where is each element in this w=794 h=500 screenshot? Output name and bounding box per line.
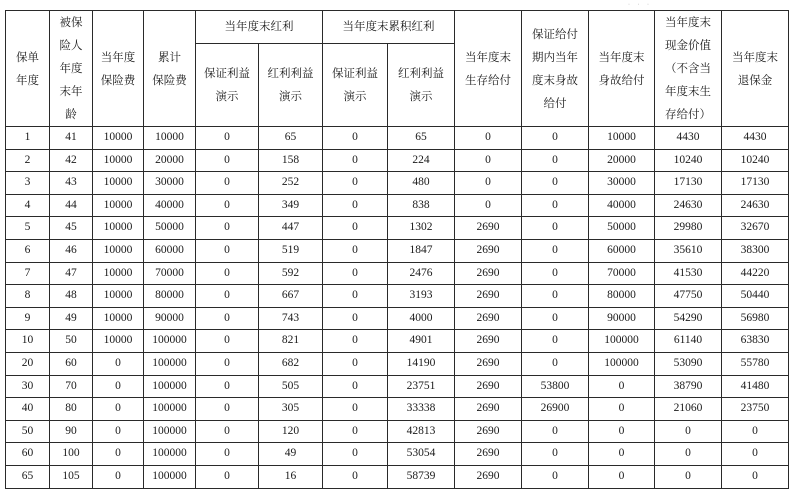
cell-death-benefit: 40000 bbox=[589, 194, 655, 217]
cell-cash-value: 47750 bbox=[655, 285, 722, 308]
cell-survival-benefit: 2690 bbox=[455, 443, 522, 466]
cell-bonus-benefit: 120 bbox=[259, 420, 323, 443]
table-header bbox=[6, 11, 789, 127]
cell-guaranteed-period-death-benefit: 0 bbox=[522, 172, 589, 195]
cell-survival-benefit: 0 bbox=[455, 172, 522, 195]
cell-annual-premium: 10000 bbox=[93, 149, 144, 172]
cell-cum-guaranteed-benefit: 0 bbox=[323, 262, 388, 285]
cell-guaranteed-benefit: 0 bbox=[196, 262, 259, 285]
cell-policy-year: 4 bbox=[6, 194, 50, 217]
cell-surrender-value: 17130 bbox=[722, 172, 789, 195]
cell-cum-bonus-benefit: 480 bbox=[388, 172, 455, 195]
table-row bbox=[6, 149, 789, 172]
cell-cash-value: 0 bbox=[655, 465, 722, 488]
cell-bonus-benefit: 592 bbox=[259, 262, 323, 285]
cell-policy-year: 7 bbox=[6, 262, 50, 285]
cell-annual-premium: 10000 bbox=[93, 217, 144, 240]
cell-cash-value: 4430 bbox=[655, 127, 722, 150]
header-annual-premium: 当年度 保险费 bbox=[93, 11, 144, 127]
cell-cum-bonus-benefit: 4901 bbox=[388, 330, 455, 353]
cell-policy-year: 40 bbox=[6, 398, 50, 421]
table-row bbox=[6, 443, 789, 466]
cell-death-benefit: 50000 bbox=[589, 217, 655, 240]
cell-surrender-value: 0 bbox=[722, 465, 789, 488]
cell-guaranteed-benefit: 0 bbox=[196, 330, 259, 353]
scan-artifact-dots: · · · bbox=[628, 2, 652, 8]
cell-death-benefit: 0 bbox=[589, 465, 655, 488]
cell-annual-premium: 0 bbox=[93, 375, 144, 398]
table-row bbox=[6, 307, 789, 330]
cell-guaranteed-benefit: 0 bbox=[196, 172, 259, 195]
header-cum-guaranteed-benefit-demo: 保证利益 演示 bbox=[323, 43, 388, 126]
cell-policy-year: 2 bbox=[6, 149, 50, 172]
cell-surrender-value: 41480 bbox=[722, 375, 789, 398]
table-row bbox=[6, 398, 789, 421]
cell-cum-guaranteed-benefit: 0 bbox=[323, 172, 388, 195]
cell-cash-value: 35610 bbox=[655, 239, 722, 262]
cell-annual-premium: 10000 bbox=[93, 262, 144, 285]
header-annual-bonus-group: 当年度末红利 bbox=[196, 11, 323, 44]
cell-surrender-value: 4430 bbox=[722, 127, 789, 150]
cell-bonus-benefit: 252 bbox=[259, 172, 323, 195]
cell-guaranteed-period-death-benefit: 0 bbox=[522, 149, 589, 172]
cell-guaranteed-benefit: 0 bbox=[196, 239, 259, 262]
cell-cum-guaranteed-benefit: 0 bbox=[323, 443, 388, 466]
cell-cum-guaranteed-benefit: 0 bbox=[323, 217, 388, 240]
table-row bbox=[6, 127, 789, 150]
cell-guaranteed-benefit: 0 bbox=[196, 352, 259, 375]
cell-insured-age: 42 bbox=[50, 149, 93, 172]
cell-cash-value: 53090 bbox=[655, 352, 722, 375]
cell-surrender-value: 56980 bbox=[722, 307, 789, 330]
cell-annual-premium: 10000 bbox=[93, 307, 144, 330]
cell-insured-age: 70 bbox=[50, 375, 93, 398]
table-row bbox=[6, 330, 789, 353]
cell-cum-bonus-benefit: 42813 bbox=[388, 420, 455, 443]
cell-bonus-benefit: 519 bbox=[259, 239, 323, 262]
cell-survival-benefit: 0 bbox=[455, 127, 522, 150]
cell-guaranteed-benefit: 0 bbox=[196, 398, 259, 421]
cell-cum-guaranteed-benefit: 0 bbox=[323, 420, 388, 443]
cell-annual-premium: 10000 bbox=[93, 330, 144, 353]
cell-guaranteed-benefit: 0 bbox=[196, 127, 259, 150]
cell-bonus-benefit: 743 bbox=[259, 307, 323, 330]
header-policy-year: 保单 年度 bbox=[6, 11, 50, 127]
cell-policy-year: 1 bbox=[6, 127, 50, 150]
cell-guaranteed-benefit: 0 bbox=[196, 149, 259, 172]
cell-bonus-benefit: 505 bbox=[259, 375, 323, 398]
cell-surrender-value: 23750 bbox=[722, 398, 789, 421]
cell-guaranteed-period-death-benefit: 0 bbox=[522, 127, 589, 150]
cell-cum-bonus-benefit: 23751 bbox=[388, 375, 455, 398]
cell-cumulative-premium: 10000 bbox=[144, 127, 196, 150]
cell-guaranteed-benefit: 0 bbox=[196, 465, 259, 488]
table-row bbox=[6, 194, 789, 217]
cell-death-benefit: 0 bbox=[589, 375, 655, 398]
cell-survival-benefit: 2690 bbox=[455, 330, 522, 353]
table-row bbox=[6, 285, 789, 308]
cell-bonus-benefit: 158 bbox=[259, 149, 323, 172]
cell-annual-premium: 10000 bbox=[93, 239, 144, 262]
cell-cumulative-premium: 50000 bbox=[144, 217, 196, 240]
cell-cum-guaranteed-benefit: 0 bbox=[323, 149, 388, 172]
cell-guaranteed-period-death-benefit: 0 bbox=[522, 285, 589, 308]
benefit-illustration-table bbox=[5, 10, 789, 489]
cell-insured-age: 44 bbox=[50, 194, 93, 217]
cell-annual-premium: 0 bbox=[93, 352, 144, 375]
cell-cum-guaranteed-benefit: 0 bbox=[323, 375, 388, 398]
cell-surrender-value: 0 bbox=[722, 443, 789, 466]
cell-death-benefit: 10000 bbox=[589, 127, 655, 150]
cell-guaranteed-period-death-benefit: 0 bbox=[522, 194, 589, 217]
cell-surrender-value: 10240 bbox=[722, 149, 789, 172]
cell-cumulative-premium: 100000 bbox=[144, 398, 196, 421]
cell-insured-age: 47 bbox=[50, 262, 93, 285]
cell-insured-age: 46 bbox=[50, 239, 93, 262]
cell-annual-premium: 0 bbox=[93, 398, 144, 421]
cell-surrender-value: 0 bbox=[722, 420, 789, 443]
cell-cum-bonus-benefit: 1302 bbox=[388, 217, 455, 240]
cell-annual-premium: 10000 bbox=[93, 285, 144, 308]
cell-cum-guaranteed-benefit: 0 bbox=[323, 285, 388, 308]
cell-surrender-value: 55780 bbox=[722, 352, 789, 375]
cell-death-benefit: 70000 bbox=[589, 262, 655, 285]
cell-guaranteed-benefit: 0 bbox=[196, 443, 259, 466]
table-row bbox=[6, 217, 789, 240]
cell-cum-bonus-benefit: 4000 bbox=[388, 307, 455, 330]
cell-death-benefit: 30000 bbox=[589, 172, 655, 195]
header-bonus-benefit-demo: 红利利益 演示 bbox=[259, 43, 323, 126]
cell-cumulative-premium: 40000 bbox=[144, 194, 196, 217]
cell-insured-age: 80 bbox=[50, 398, 93, 421]
cell-insured-age: 90 bbox=[50, 420, 93, 443]
cell-survival-benefit: 2690 bbox=[455, 465, 522, 488]
cell-bonus-benefit: 447 bbox=[259, 217, 323, 240]
cell-guaranteed-benefit: 0 bbox=[196, 420, 259, 443]
cell-cum-bonus-benefit: 224 bbox=[388, 149, 455, 172]
cell-death-benefit: 20000 bbox=[589, 149, 655, 172]
cell-cumulative-premium: 100000 bbox=[144, 420, 196, 443]
table-row bbox=[6, 465, 789, 488]
cell-cum-bonus-benefit: 65 bbox=[388, 127, 455, 150]
cell-guaranteed-period-death-benefit: 0 bbox=[522, 307, 589, 330]
cell-death-benefit: 90000 bbox=[589, 307, 655, 330]
cell-survival-benefit: 0 bbox=[455, 194, 522, 217]
cell-surrender-value: 63830 bbox=[722, 330, 789, 353]
cell-cash-value: 0 bbox=[655, 420, 722, 443]
cell-bonus-benefit: 16 bbox=[259, 465, 323, 488]
table-row bbox=[6, 239, 789, 262]
cell-bonus-benefit: 667 bbox=[259, 285, 323, 308]
cell-cum-bonus-benefit: 33338 bbox=[388, 398, 455, 421]
cell-survival-benefit: 2690 bbox=[455, 307, 522, 330]
cell-guaranteed-period-death-benefit: 0 bbox=[522, 420, 589, 443]
cell-death-benefit: 100000 bbox=[589, 352, 655, 375]
cell-annual-premium: 10000 bbox=[93, 194, 144, 217]
header-guaranteed-benefit-demo: 保证利益 演示 bbox=[196, 43, 259, 126]
cell-survival-benefit: 2690 bbox=[455, 420, 522, 443]
cell-cumulative-premium: 90000 bbox=[144, 307, 196, 330]
cell-insured-age: 43 bbox=[50, 172, 93, 195]
cell-cum-bonus-benefit: 2476 bbox=[388, 262, 455, 285]
table-row bbox=[6, 375, 789, 398]
cell-death-benefit: 60000 bbox=[589, 239, 655, 262]
table-body bbox=[6, 127, 789, 489]
cell-death-benefit: 0 bbox=[589, 420, 655, 443]
cell-cum-guaranteed-benefit: 0 bbox=[323, 330, 388, 353]
cell-cash-value: 54290 bbox=[655, 307, 722, 330]
cell-survival-benefit: 2690 bbox=[455, 375, 522, 398]
cell-guaranteed-period-death-benefit: 26900 bbox=[522, 398, 589, 421]
cell-policy-year: 6 bbox=[6, 239, 50, 262]
cell-survival-benefit: 2690 bbox=[455, 262, 522, 285]
cell-insured-age: 49 bbox=[50, 307, 93, 330]
cell-policy-year: 5 bbox=[6, 217, 50, 240]
cell-policy-year: 65 bbox=[6, 465, 50, 488]
cell-cumulative-premium: 30000 bbox=[144, 172, 196, 195]
cell-policy-year: 60 bbox=[6, 443, 50, 466]
cell-annual-premium: 10000 bbox=[93, 127, 144, 150]
cell-annual-premium: 0 bbox=[93, 465, 144, 488]
header-cash-value: 当年度末 现金价值 （不含当 年度末生 存给付） bbox=[655, 11, 722, 127]
cell-survival-benefit: 2690 bbox=[455, 239, 522, 262]
cell-cash-value: 38790 bbox=[655, 375, 722, 398]
cell-guaranteed-period-death-benefit: 0 bbox=[522, 239, 589, 262]
cell-guaranteed-period-death-benefit: 0 bbox=[522, 262, 589, 285]
cell-survival-benefit: 2690 bbox=[455, 285, 522, 308]
cell-guaranteed-period-death-benefit: 53800 bbox=[522, 375, 589, 398]
cell-cash-value: 61140 bbox=[655, 330, 722, 353]
cell-cumulative-premium: 60000 bbox=[144, 239, 196, 262]
cell-bonus-benefit: 349 bbox=[259, 194, 323, 217]
cell-insured-age: 48 bbox=[50, 285, 93, 308]
cell-policy-year: 10 bbox=[6, 330, 50, 353]
cell-insured-age: 60 bbox=[50, 352, 93, 375]
cell-death-benefit: 0 bbox=[589, 443, 655, 466]
cell-cash-value: 17130 bbox=[655, 172, 722, 195]
cell-insured-age: 105 bbox=[50, 465, 93, 488]
cell-bonus-benefit: 49 bbox=[259, 443, 323, 466]
header-cum-bonus-benefit-demo: 红利利益 演示 bbox=[388, 43, 455, 126]
table-row bbox=[6, 262, 789, 285]
cell-surrender-value: 44220 bbox=[722, 262, 789, 285]
cell-cum-bonus-benefit: 838 bbox=[388, 194, 455, 217]
cell-surrender-value: 32670 bbox=[722, 217, 789, 240]
cell-cumulative-premium: 100000 bbox=[144, 330, 196, 353]
cell-policy-year: 9 bbox=[6, 307, 50, 330]
cell-bonus-benefit: 682 bbox=[259, 352, 323, 375]
cell-cash-value: 10240 bbox=[655, 149, 722, 172]
cell-guaranteed-benefit: 0 bbox=[196, 307, 259, 330]
cell-survival-benefit: 2690 bbox=[455, 217, 522, 240]
cell-cumulative-premium: 70000 bbox=[144, 262, 196, 285]
header-death-benefit: 当年度末 身故给付 bbox=[589, 11, 655, 127]
header-cumulative-bonus-group: 当年度末累积红利 bbox=[323, 11, 455, 44]
cell-cum-guaranteed-benefit: 0 bbox=[323, 398, 388, 421]
cell-survival-benefit: 2690 bbox=[455, 398, 522, 421]
cell-cumulative-premium: 100000 bbox=[144, 352, 196, 375]
cell-death-benefit: 0 bbox=[589, 398, 655, 421]
cell-insured-age: 45 bbox=[50, 217, 93, 240]
cell-cumulative-premium: 100000 bbox=[144, 443, 196, 466]
cell-guaranteed-benefit: 0 bbox=[196, 375, 259, 398]
cell-cum-bonus-benefit: 58739 bbox=[388, 465, 455, 488]
cell-surrender-value: 38300 bbox=[722, 239, 789, 262]
table-row bbox=[6, 352, 789, 375]
cell-annual-premium: 10000 bbox=[93, 172, 144, 195]
cell-guaranteed-period-death-benefit: 0 bbox=[522, 330, 589, 353]
cell-death-benefit: 100000 bbox=[589, 330, 655, 353]
cell-guaranteed-period-death-benefit: 0 bbox=[522, 217, 589, 240]
cell-cum-guaranteed-benefit: 0 bbox=[323, 239, 388, 262]
cell-cash-value: 41530 bbox=[655, 262, 722, 285]
cell-annual-premium: 0 bbox=[93, 443, 144, 466]
cell-policy-year: 3 bbox=[6, 172, 50, 195]
cell-guaranteed-period-death-benefit: 0 bbox=[522, 465, 589, 488]
cell-cash-value: 21060 bbox=[655, 398, 722, 421]
cell-cum-guaranteed-benefit: 0 bbox=[323, 307, 388, 330]
cell-cumulative-premium: 80000 bbox=[144, 285, 196, 308]
cell-cum-guaranteed-benefit: 0 bbox=[323, 465, 388, 488]
cell-cumulative-premium: 20000 bbox=[144, 149, 196, 172]
cell-policy-year: 30 bbox=[6, 375, 50, 398]
cell-cum-guaranteed-benefit: 0 bbox=[323, 194, 388, 217]
cell-surrender-value: 50440 bbox=[722, 285, 789, 308]
cell-policy-year: 8 bbox=[6, 285, 50, 308]
cell-survival-benefit: 2690 bbox=[455, 352, 522, 375]
table-row bbox=[6, 172, 789, 195]
cell-guaranteed-period-death-benefit: 0 bbox=[522, 443, 589, 466]
cell-guaranteed-benefit: 0 bbox=[196, 285, 259, 308]
cell-guaranteed-benefit: 0 bbox=[196, 194, 259, 217]
cell-annual-premium: 0 bbox=[93, 420, 144, 443]
cell-surrender-value: 24630 bbox=[722, 194, 789, 217]
cell-bonus-benefit: 65 bbox=[259, 127, 323, 150]
header-cumulative-premium: 累计 保险费 bbox=[144, 11, 196, 127]
header-insured-age: 被保 险人 年度 末年 龄 bbox=[50, 11, 93, 127]
cell-cum-bonus-benefit: 3193 bbox=[388, 285, 455, 308]
cell-insured-age: 100 bbox=[50, 443, 93, 466]
table-row bbox=[6, 420, 789, 443]
cell-insured-age: 41 bbox=[50, 127, 93, 150]
cell-guaranteed-benefit: 0 bbox=[196, 217, 259, 240]
cell-cash-value: 24630 bbox=[655, 194, 722, 217]
header-surrender-value: 当年度末 退保金 bbox=[722, 11, 789, 127]
cell-death-benefit: 80000 bbox=[589, 285, 655, 308]
cell-cumulative-premium: 100000 bbox=[144, 465, 196, 488]
cell-cash-value: 0 bbox=[655, 443, 722, 466]
cell-cash-value: 29980 bbox=[655, 217, 722, 240]
cell-cum-guaranteed-benefit: 0 bbox=[323, 352, 388, 375]
header-guaranteed-period-death-benefit: 保证给付 期内当年 度末身故 给付 bbox=[522, 11, 589, 127]
cell-policy-year: 20 bbox=[6, 352, 50, 375]
cell-cum-bonus-benefit: 53054 bbox=[388, 443, 455, 466]
header-survival-benefit: 当年度末 生存给付 bbox=[455, 11, 522, 127]
cell-cum-bonus-benefit: 14190 bbox=[388, 352, 455, 375]
cell-bonus-benefit: 821 bbox=[259, 330, 323, 353]
cell-bonus-benefit: 305 bbox=[259, 398, 323, 421]
cell-cum-bonus-benefit: 1847 bbox=[388, 239, 455, 262]
cell-cumulative-premium: 100000 bbox=[144, 375, 196, 398]
cell-survival-benefit: 0 bbox=[455, 149, 522, 172]
cell-policy-year: 50 bbox=[6, 420, 50, 443]
cell-guaranteed-period-death-benefit: 0 bbox=[522, 352, 589, 375]
cell-cum-guaranteed-benefit: 0 bbox=[323, 127, 388, 150]
cell-insured-age: 50 bbox=[50, 330, 93, 353]
